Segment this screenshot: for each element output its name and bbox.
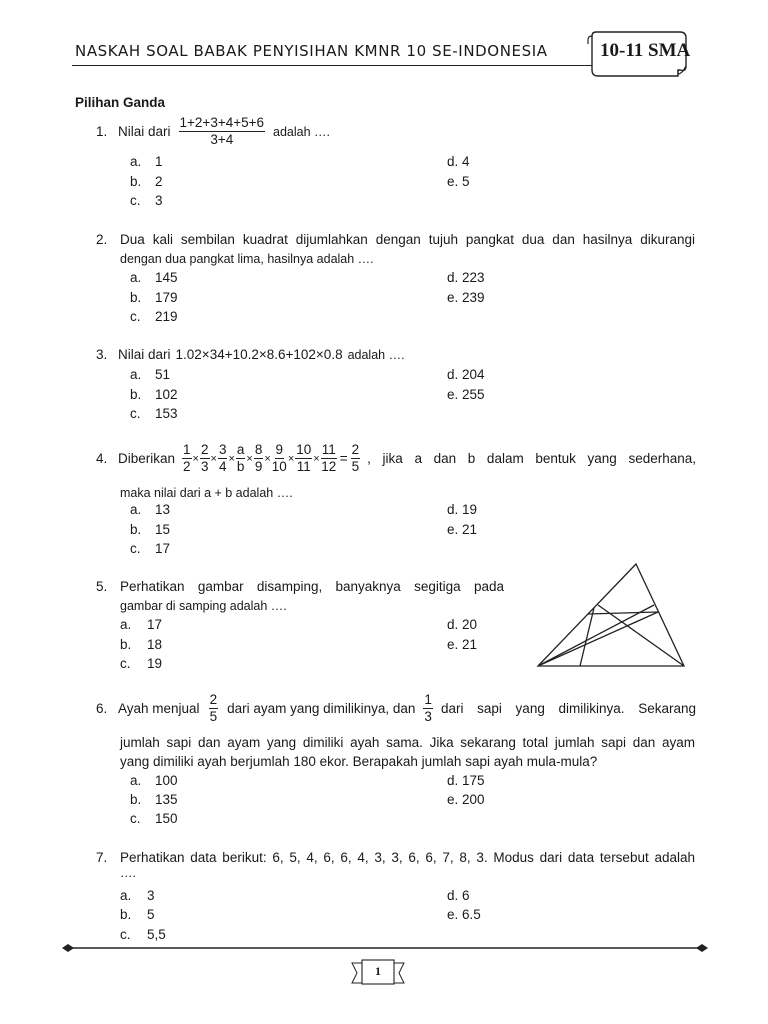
option-d: d. 4: [447, 154, 470, 169]
question-text: jumlah sapi dan ayam yang dimiliki ayah sama. Jika sekarang total jumlah sapi dan ayam: [120, 735, 695, 750]
fraction: [179, 116, 265, 147]
question-text: Ayah menjual: [118, 701, 200, 717]
question-2: [96, 232, 118, 247]
option-a: a. 17: [120, 617, 163, 632]
section-title: Pilihan Ganda: [75, 95, 166, 110]
option-c: c. 17: [130, 541, 171, 556]
fraction: $\frac{3}{4}$: [218, 442, 227, 475]
option-d: d. 19: [447, 502, 478, 517]
question-1: [96, 116, 330, 147]
question-4: 4. Diberikan $\frac{1}{2}$ × $\frac{2}{3}$ × $\frac{3}{4}$ × $\frac{a}{b}$ × $\frac{8}{9}$ × $\frac{9}{10}$ × $\frac{10}{11}$ × $\frac{11}{12}$ = $\frac{2}{5}$ , jika a dan b dalam bentuk yang sederhana,: [96, 442, 696, 475]
fraction: $\frac{10}{11}$: [296, 442, 312, 475]
question-7: [96, 850, 118, 865]
fraction-numerator: 1+2+3+4+5+6: [179, 116, 265, 132]
question-number: 4.: [96, 451, 108, 467]
option-a: a. 51: [130, 367, 171, 382]
question-number: 1.: [96, 124, 108, 140]
fraction: $\frac{9}{10}$: [271, 442, 287, 475]
option-d: d. 6: [447, 888, 470, 903]
question-number: 2.: [96, 232, 108, 247]
math-expression: 1.02×34+10.2×8.6+102×0.8: [175, 347, 343, 362]
grade-badge: 10-11 SMA: [600, 40, 691, 61]
option-e: e. 200: [447, 792, 485, 807]
question-number: 5.: [96, 579, 108, 594]
triangle-line: [598, 605, 684, 666]
question-number: 6.: [96, 701, 108, 717]
triangle-line: [588, 612, 658, 614]
option-d: d. 175: [447, 773, 485, 788]
question-text: Perhatikan data berikut: 6, 5, 4, 6, 6, 4, 3, 3, 6, 6, 7, 8, 3. Modus dari data tersebut adalah: [120, 850, 695, 865]
option-a: a. 100: [130, 773, 178, 788]
diamond-icon: [696, 944, 708, 952]
question-text: gambar di samping adalah ….: [120, 599, 287, 613]
question-text: Diberikan: [118, 451, 176, 467]
question-6: [96, 693, 696, 724]
option-a: a. 13: [130, 502, 171, 517]
fraction: $\frac{2}{3}$: [200, 442, 209, 475]
question-5: [96, 579, 118, 594]
question-text: adalah ….: [273, 124, 330, 139]
fraction: $\frac{2}{5}$: [209, 692, 218, 725]
option-c: c. 219: [130, 309, 178, 324]
option-b: b. 135: [130, 792, 178, 807]
option-e: e. 239: [447, 290, 485, 305]
option-c: c. 19: [120, 656, 163, 671]
option-c: c. 5,5: [120, 927, 166, 942]
question-text: Dua kali sembilan kuadrat dijumlahkan dengan tujuh pangkat dua dan hasilnya dikurangi: [120, 232, 695, 247]
option-c: c. 150: [130, 811, 178, 826]
page-number: 1: [375, 964, 381, 978]
option-e: e. 21: [447, 522, 478, 537]
question-3: [96, 347, 405, 362]
question-text: Perhatikan gambar disamping, banyaknya segitiga pada: [120, 579, 504, 594]
option-b: b. 179: [130, 290, 178, 305]
option-d: d. 223: [447, 270, 485, 285]
question-text: yang dimiliki ayah berjumlah 180 ekor. Berapakah jumlah sapi ayah mula-mula?: [120, 754, 598, 769]
option-b: b. 102: [130, 387, 178, 402]
triangle-figure: [530, 560, 690, 672]
question-text: dengan dua pangkat lima, hasilnya adalah ….: [120, 252, 374, 266]
option-b: b. 18: [120, 637, 163, 652]
fraction: $\frac{1}{2}$: [183, 442, 191, 475]
question-text: adalah ….: [347, 347, 405, 362]
triangle-line: [538, 612, 658, 666]
question-text: dari sapi yang dimilikinya. Sekarang: [440, 701, 696, 717]
option-e: e. 6.5: [447, 907, 481, 922]
option-e: e. 21: [447, 637, 478, 652]
option-b: b. 5: [120, 907, 155, 922]
fraction: $\frac{1}{3}$: [424, 692, 432, 725]
fraction: $\frac{8}{9}$: [254, 442, 263, 475]
fraction-denominator: 3+4: [210, 132, 234, 148]
option-e: e. 5: [447, 174, 470, 189]
option-d: d. 204: [447, 367, 485, 382]
option-a: a. 3: [120, 888, 155, 903]
question-text: ….: [120, 866, 136, 880]
diamond-icon: [62, 944, 74, 952]
option-b: b. 15: [130, 522, 171, 537]
option-c: c. 153: [130, 406, 178, 421]
fraction: $\frac{a}{b}$: [236, 442, 245, 475]
option-d: d. 20: [447, 617, 478, 632]
page-header-title: NASKAH SOAL BABAK PENYISIHAN KMNR 10 SE-INDONESIA: [75, 42, 548, 60]
question-text: , jika a dan b dalam bentuk yang sederhana,: [367, 451, 696, 467]
question-text: Nilai dari: [118, 124, 171, 140]
header-rule: [72, 65, 592, 66]
question-number: 7.: [96, 850, 108, 865]
option-b: b. 2: [130, 174, 163, 189]
question-text: Nilai dari: [118, 347, 171, 362]
question-number: 3.: [96, 347, 108, 362]
question-text: dari ayam yang dimilikinya, dan: [227, 701, 416, 717]
option-c: c. 3: [130, 193, 163, 208]
footer-divider: [60, 942, 710, 954]
option-a: a. 145: [130, 270, 178, 285]
option-a: a. 1: [130, 154, 163, 169]
fraction: $\frac{2}{5}$: [351, 442, 360, 475]
fraction: $\frac{11}{12}$: [321, 442, 337, 475]
option-e: e. 255: [447, 387, 485, 402]
question-text: maka nilai dari a + b adalah ….: [120, 486, 293, 500]
